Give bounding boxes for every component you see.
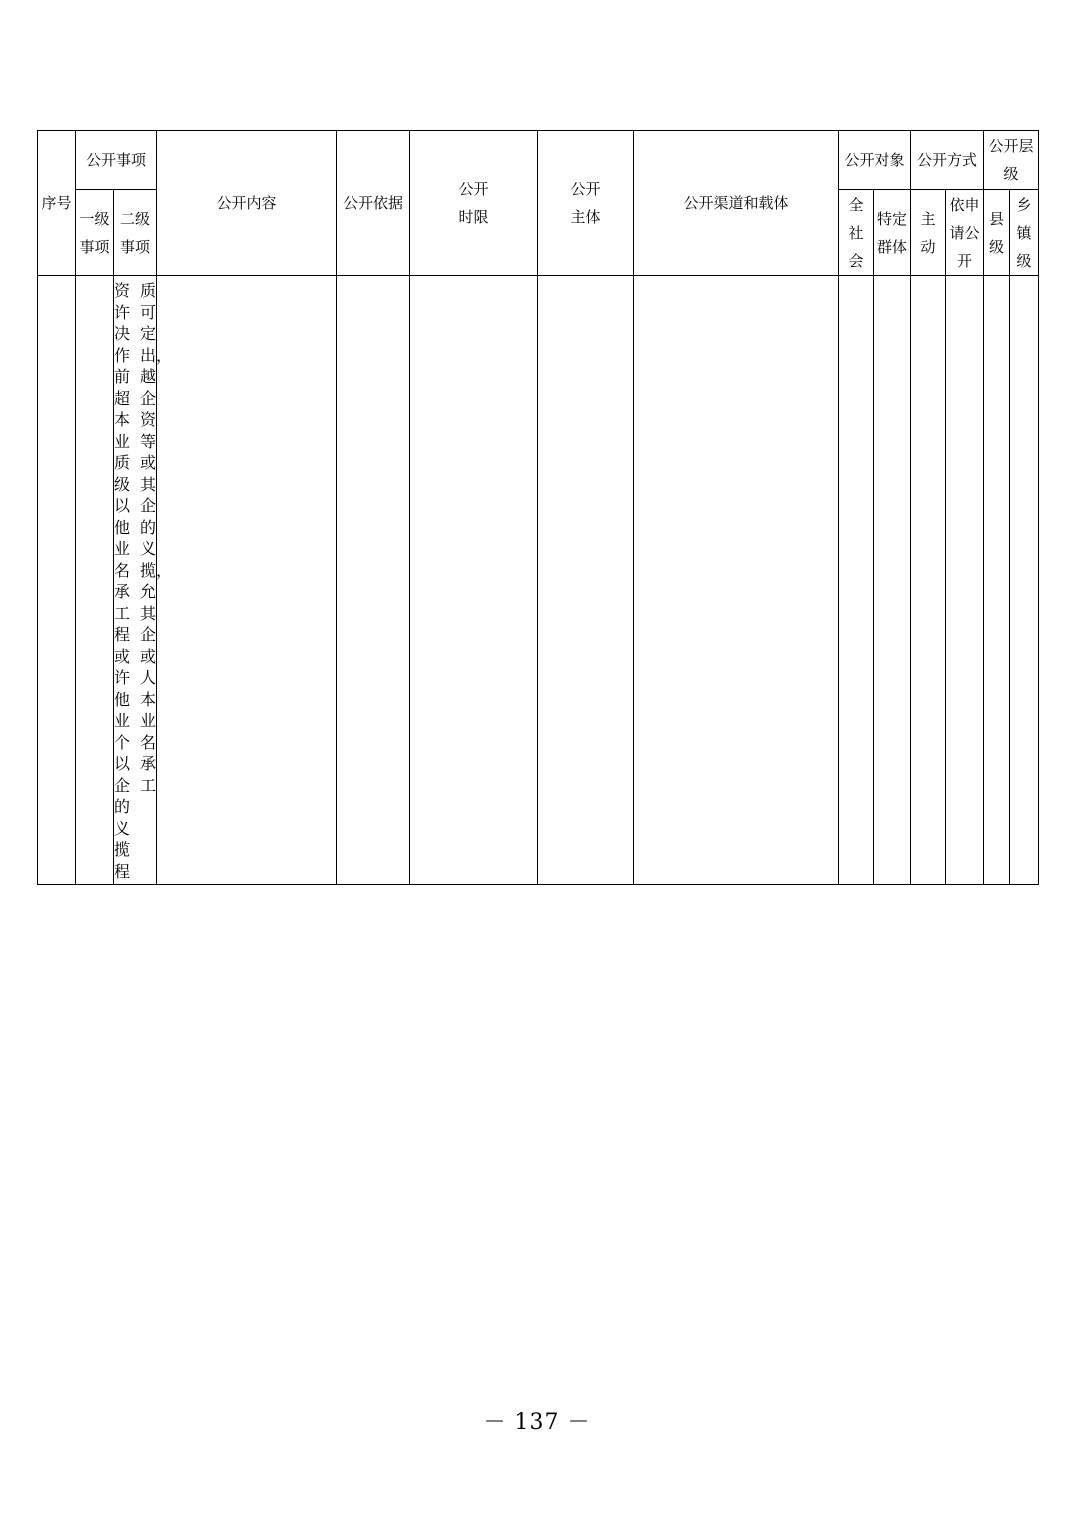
cell-subject: [538, 276, 634, 885]
cell-level2: [114, 276, 173, 885]
level2-text-col-a: 资许决作前超本业质级以他业名承工程或许他业个以企的义揽程: [114, 281, 131, 881]
header-row-1: [38, 131, 1039, 190]
cell-level1: [76, 276, 114, 885]
header-subject: 公开 主体: [538, 131, 634, 276]
cell-channel: [634, 276, 839, 885]
header-items: 公开事项: [76, 131, 157, 190]
cell-seq: [38, 276, 76, 885]
header-county: 县 级: [984, 190, 1010, 276]
cell-all-society: [839, 276, 874, 885]
header-active: 主 动: [911, 190, 946, 276]
header-level: 公开层 级: [984, 131, 1039, 190]
cell-specific-group: [874, 276, 911, 885]
header-basis: 公开依据: [337, 131, 410, 276]
header-content: 公开内容: [157, 131, 337, 276]
header-level1: 一级 事项: [76, 190, 114, 276]
cell-time-limit: [410, 276, 538, 885]
header-township: 乡 镇 级: [1010, 190, 1039, 276]
header-method: 公开方式: [911, 131, 984, 190]
table-row: [38, 276, 1039, 885]
level2-vertical-text: [114, 278, 173, 882]
header-level2: 二级 事项: [114, 190, 157, 276]
header-seq: 序号: [38, 131, 76, 276]
header-on-request: 依申 请公 开: [946, 190, 984, 276]
cell-basis: [337, 276, 410, 885]
cell-township: [1010, 276, 1039, 885]
cell-county: [984, 276, 1010, 885]
header-time-limit: 公开 时限: [410, 131, 538, 276]
header-channel: 公开渠道和载体: [634, 131, 839, 276]
header-all-society: 全 社 会: [839, 190, 874, 276]
cell-content: [157, 276, 337, 885]
level2-text-col-b: 质可定出，越企资等或其企的义揽，允其企或人本业名承工: [140, 281, 173, 795]
page-number: － 137 －: [483, 1410, 591, 1435]
header-target: 公开对象: [839, 131, 911, 190]
cell-on-request: [946, 276, 984, 885]
cell-active: [911, 276, 946, 885]
header-specific-group: 特定 群体: [874, 190, 911, 276]
disclosure-table: [37, 130, 1039, 885]
